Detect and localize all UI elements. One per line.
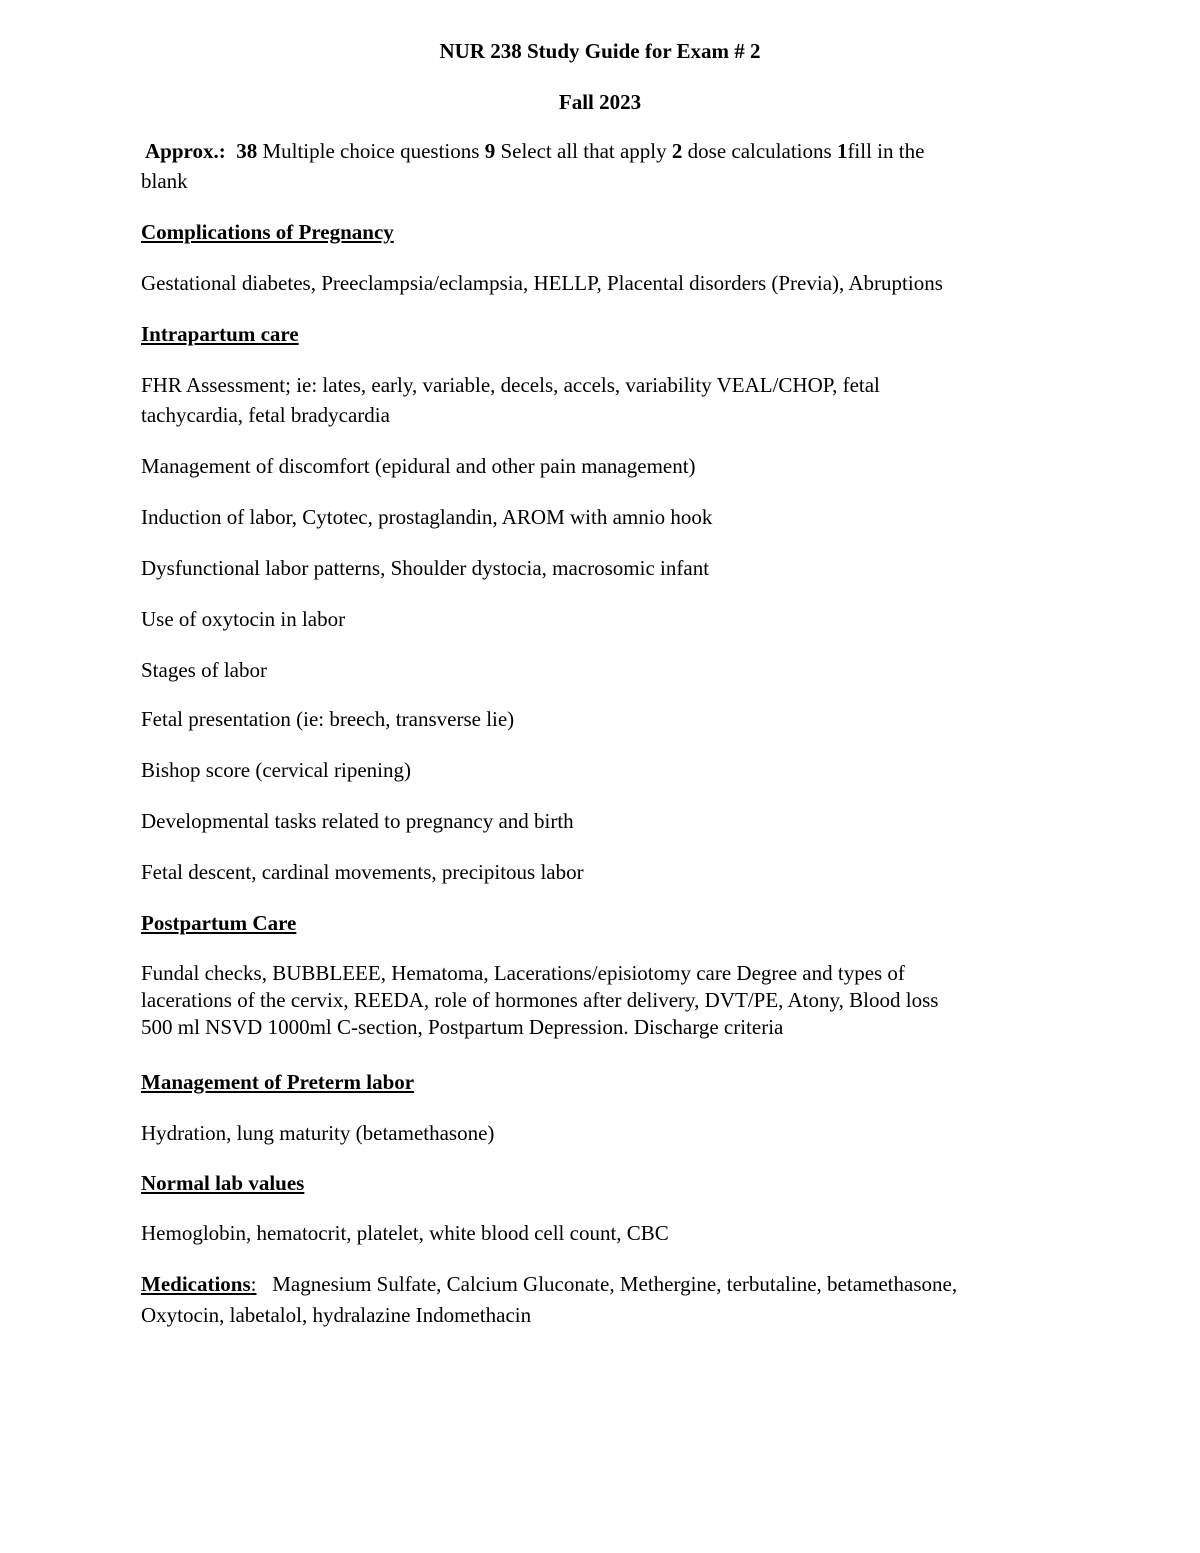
fill-text: fill in the — [847, 139, 925, 163]
medications-colon: : — [250, 1272, 257, 1296]
heading-postpartum: Postpartum Care — [141, 911, 297, 935]
fhr-line-1: FHR Assessment; ie: lates, early, variable, decels, accels, variability VEAL/CHOP, fetal — [141, 373, 880, 397]
postpartum-line-3: 500 ml NSVD 1000ml C-section, Postpartum Depression. Discharge criteria — [141, 1015, 784, 1039]
bishop-text: Bishop score (cervical ripening) — [141, 758, 411, 782]
stages-text: Stages of labor — [141, 658, 267, 682]
approx-label: Approx.: — [145, 139, 226, 163]
dose-count: 2 — [671, 139, 683, 163]
complications-text: Gestational diabetes, Preeclampsia/eclampsia, HELLP, Placental disorders (Previa), Abruptions — [141, 271, 943, 295]
heading-preterm: Management of Preterm labor — [141, 1070, 415, 1094]
heading-complications: Complications of Pregnancy — [141, 220, 394, 244]
labs-text: Hemoglobin, hematocrit, platelet, white blood cell count, CBC — [141, 1221, 669, 1245]
medications-line-1 — [141, 1271, 1071, 1298]
medications-list-1: Magnesium Sulfate, Calcium Gluconate, Methergine, terbutaline, betamethasone, — [272, 1272, 958, 1296]
oxytocin-text: Use of oxytocin in labor — [141, 607, 346, 631]
dose-text: dose calculations — [687, 139, 832, 163]
mc-count: 38 — [236, 139, 258, 163]
document-term: Fall 2023 — [558, 90, 642, 114]
descent-text: Fetal descent, cardinal movements, precipitous labor — [141, 860, 584, 884]
sata-count: 9 — [484, 139, 496, 163]
fhr-line-2: tachycardia, fetal bradycardia — [141, 403, 390, 427]
heading-intrapartum: Intrapartum care — [141, 322, 299, 346]
fill-count: 1 — [836, 139, 848, 163]
sata-text: Select all that apply — [500, 139, 667, 163]
developmental-text: Developmental tasks related to pregnancy and birth — [141, 809, 574, 833]
heading-labs: Normal lab values — [141, 1171, 305, 1195]
induction-text: Induction of labor, Cytotec, prostaglandin, AROM with amnio hook — [141, 505, 713, 529]
mc-text: Multiple choice questions — [262, 139, 480, 163]
medications-line-2: Oxytocin, labetalol, hydralazine Indomethacin — [141, 1303, 532, 1327]
document-title: NUR 238 Study Guide for Exam # 2 — [439, 39, 761, 63]
postpartum-line-1: Fundal checks, BUBBLEEE, Hematoma, Lacerations/episiotomy care Degree and types of — [141, 961, 905, 985]
heading-medications: Medications — [141, 1272, 251, 1296]
postpartum-line-2: lacerations of the cervix, REEDA, role of hormones after delivery, DVT/PE, Atony, Blood loss — [141, 988, 939, 1012]
preterm-text: Hydration, lung maturity (betamethasone) — [141, 1121, 495, 1145]
exam-format-line — [145, 138, 1075, 165]
exam-format-line-2: blank — [141, 169, 188, 193]
dysfunctional-text: Dysfunctional labor patterns, Shoulder dystocia, macrosomic infant — [141, 556, 710, 580]
discomfort-text: Management of discomfort (epidural and other pain management) — [141, 454, 696, 478]
presentation-text: Fetal presentation (ie: breech, transverse lie) — [141, 707, 515, 731]
